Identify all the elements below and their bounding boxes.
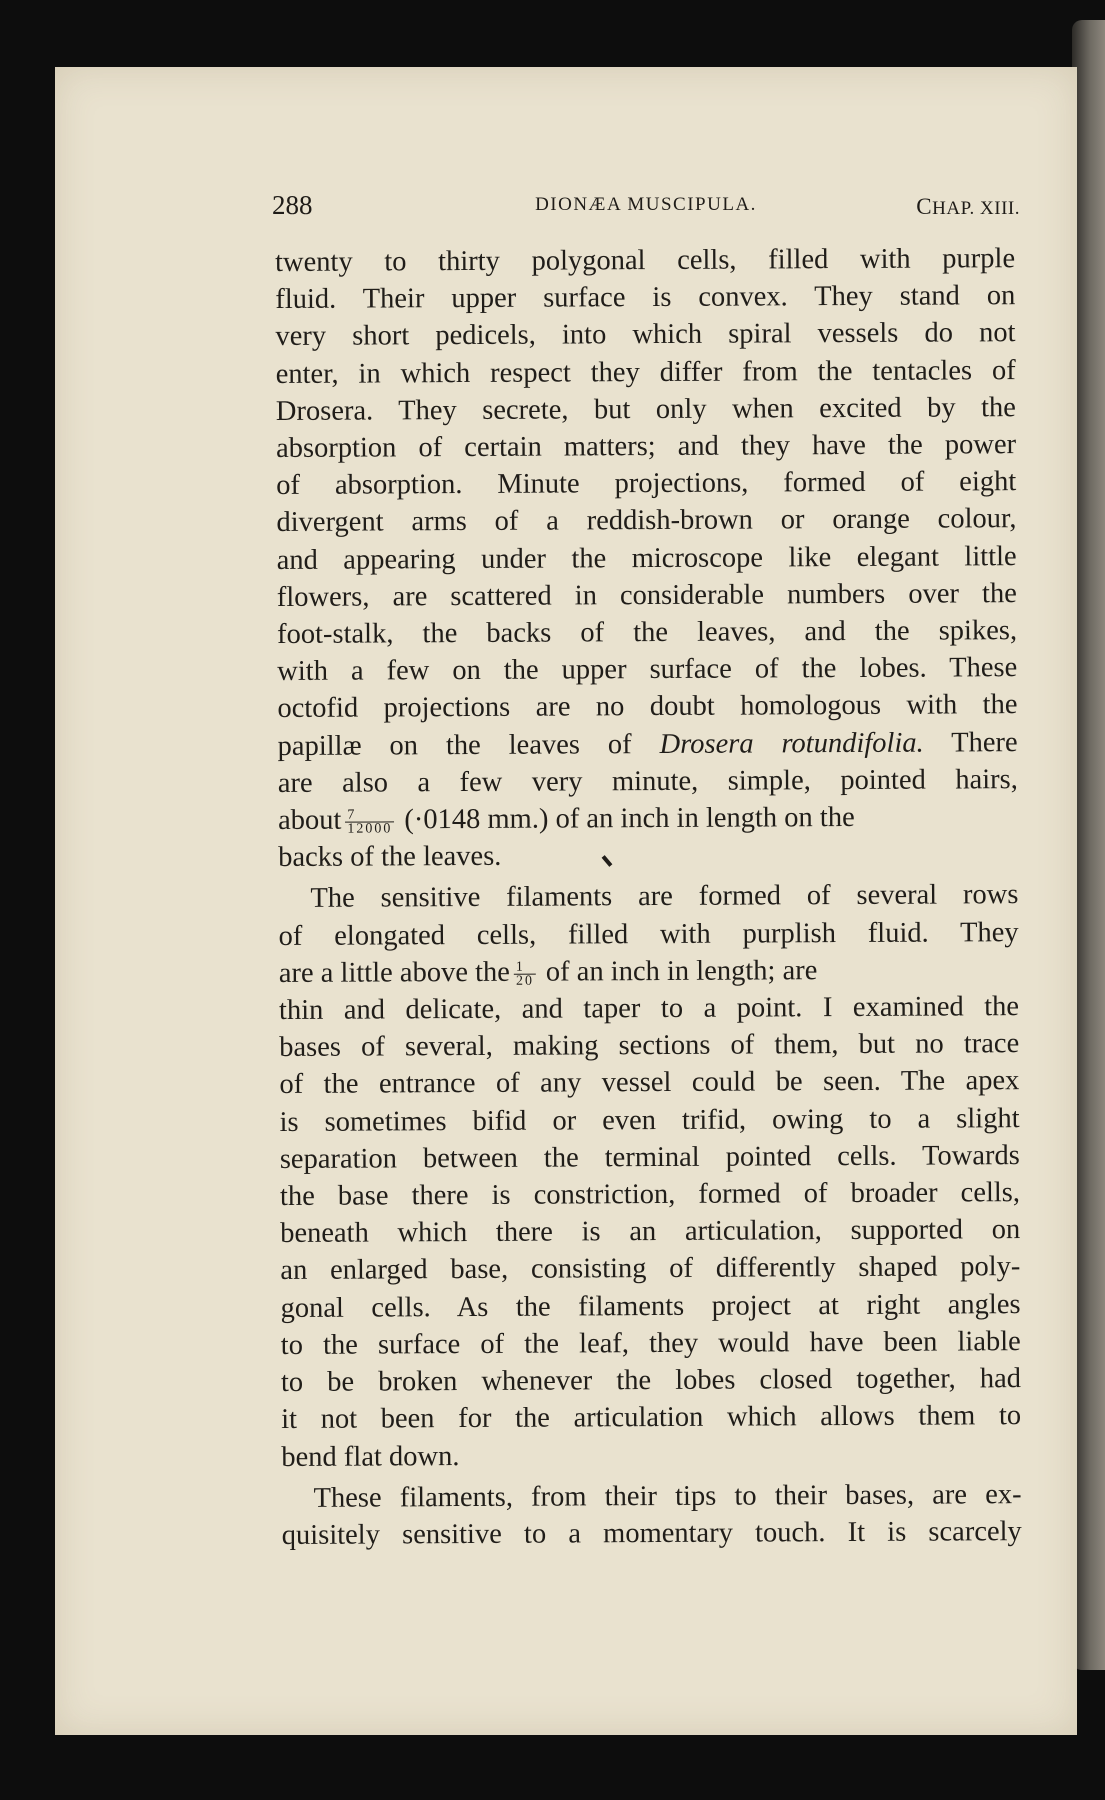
text-line: These filaments, from their tips to their bases, are ex- bbox=[313, 1478, 1022, 1514]
text-segment: There bbox=[923, 726, 1018, 759]
page-number: 288 bbox=[272, 190, 313, 220]
text-segment: (·0148 mm.) of an inch in length on the bbox=[404, 802, 855, 836]
running-title: DIONÆA MUSCIPULA. bbox=[535, 194, 757, 215]
text-line: Drosera. They secrete, but only when excited by the bbox=[275, 391, 1016, 427]
text-line: fluid. Their upper surface is convex. They stand on bbox=[275, 280, 1016, 316]
fraction-numerator: 7 bbox=[345, 808, 394, 822]
text-line: are also a few very minute, simple, pointed hairs, bbox=[277, 763, 1018, 799]
fraction-denominator: 20 bbox=[515, 973, 534, 989]
text-line: bases of several, making sections of them, but no trace bbox=[279, 1028, 1020, 1064]
text-line-italic bbox=[278, 724, 1018, 765]
chapter-number: . XIII. bbox=[969, 198, 1020, 219]
text-line: is sometimes bifid or even trifid, owing to a slight bbox=[279, 1102, 1020, 1138]
text-line: twenty to thirty polygonal cells, filled with purple bbox=[275, 243, 1016, 278]
paragraph-1 bbox=[275, 240, 1018, 876]
text-line: thin and delicate, and taper to a point. I examined the bbox=[278, 991, 1020, 1027]
text-line: backs of the leaves. bbox=[278, 841, 502, 874]
text-segment: are a little above the bbox=[278, 956, 510, 989]
text-line: enter, in which respect they differ from the tentacles of bbox=[275, 354, 1016, 390]
text-line: foot-stalk, the backs of the leaves, and the spikes, bbox=[276, 615, 1018, 651]
text-line: it not been for the articulation which allows them to bbox=[281, 1400, 1022, 1436]
text-line: octofid projections are no doubt homologous with the bbox=[277, 689, 1018, 725]
text-line: of absorption. Minute projections, formed of eight bbox=[276, 466, 1017, 502]
body-text bbox=[275, 240, 1022, 1554]
species-name: Drosera rotundifolia. bbox=[659, 727, 924, 760]
text-line: an enlarged base, consisting of differently shaped poly- bbox=[280, 1251, 1021, 1287]
text-line: absorption of certain matters; and they have the power bbox=[275, 429, 1017, 465]
text-line: of the entrance of any vessel could be seen. The apex bbox=[279, 1065, 1020, 1101]
text-line: The sensitive filaments are formed of several rows bbox=[310, 879, 1019, 915]
text-line: of elongated cells, filled with purplish fluid. They bbox=[278, 916, 1019, 952]
chapter-small-caps: HAP bbox=[932, 198, 970, 219]
text-segment: papillæ on the leaves of bbox=[277, 728, 660, 762]
text-line: very short pedicels, into which spiral vessels do not bbox=[275, 317, 1016, 353]
paragraph-2 bbox=[278, 877, 1021, 1476]
text-line: separation between the terminal pointed cells. Towards bbox=[279, 1139, 1020, 1175]
fraction bbox=[514, 960, 536, 987]
text-segment: of an inch in length; are bbox=[545, 955, 818, 988]
paragraph-3 bbox=[281, 1476, 1021, 1554]
text-line: divergent arms of a reddish-brown or orange colour, bbox=[276, 503, 1017, 539]
text-line: to be broken whenever the lobes closed together, had bbox=[280, 1363, 1022, 1399]
text-line: with a few on the upper surface of the lobes. These bbox=[277, 652, 1018, 688]
text-segment: about bbox=[277, 804, 342, 837]
text-line-fraction bbox=[279, 951, 1019, 992]
chapter-label bbox=[916, 194, 1020, 220]
text-line: bend flat down. bbox=[281, 1440, 460, 1473]
text-line: beneath which there is an articulation, supported on bbox=[280, 1214, 1021, 1250]
text-line: gonal cells. As the filaments project at right angles bbox=[280, 1288, 1021, 1324]
fraction-denominator: 12000 bbox=[347, 821, 393, 837]
fraction-numerator: 1 bbox=[514, 960, 536, 974]
text-line: flowers, are scattered in considerable numbers over the bbox=[276, 577, 1017, 613]
running-header bbox=[272, 190, 1020, 222]
chapter-initial: C bbox=[916, 194, 933, 219]
text-line: the base there is constriction, formed of broader cells, bbox=[279, 1177, 1021, 1213]
text-line: quisitely sensitive to a momentary touch. It is scarcely bbox=[281, 1516, 1022, 1551]
fraction bbox=[345, 808, 394, 835]
text-line: to the surface of the leaf, they would have been liable bbox=[280, 1326, 1021, 1361]
text-line: and appearing under the microscope like elegant little bbox=[276, 540, 1017, 576]
text-line-fraction bbox=[278, 798, 1018, 839]
